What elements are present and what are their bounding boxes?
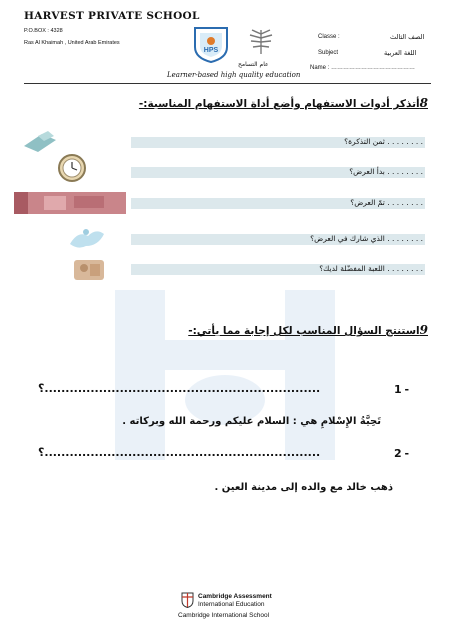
item-1-answer: تَحِيَّةُ الإِسْلامِ هي : السلام عليكم ورحمة الله وبركاته . — [122, 416, 381, 427]
cambridge-line-1: Cambridge Assessment — [198, 593, 272, 600]
item-2-answer: ذهب خالد مع والده إلى مدينة العين . — [214, 482, 393, 493]
school-name: HARVEST PRIVATE SCHOOL — [24, 10, 200, 22]
question-row-4-text: . . . . . . . . الذي شارك في العرض؟ — [310, 234, 423, 243]
clock-icon — [50, 152, 94, 184]
hps-logo — [192, 25, 230, 63]
name-field[interactable]: Name : …………………………………… — [310, 65, 416, 71]
section9-number: 9 — [419, 323, 428, 337]
section8-number: 8 — [419, 96, 428, 110]
subject-value: اللغة العربية — [384, 49, 417, 57]
question-row-3-text: . . . . . . . . تمّ العرض؟ — [350, 198, 423, 207]
question-row-2-text: . . . . . . . . بدأ العرض؟ — [349, 167, 423, 176]
tasamoh-text: عام التسامح — [238, 61, 269, 68]
section8-title — [139, 96, 428, 110]
header-divider — [24, 83, 431, 84]
answer-line-1[interactable]: ؟.................................................................. — [38, 382, 321, 395]
section9-title — [188, 323, 428, 337]
cambridge-shield-icon — [181, 592, 194, 608]
hps-watermark — [95, 280, 355, 470]
question-row-1-text: . . . . . . . . ثمن التذكرة؟ — [344, 137, 423, 146]
school-location: Ras Al Khaimah , United Arab Emirates — [24, 40, 120, 46]
ticket-icon — [18, 128, 62, 154]
cambridge-school: Cambridge International School — [178, 612, 270, 619]
stage-icon — [14, 190, 126, 216]
actor-icon — [64, 224, 108, 252]
item-2-number: 2 - — [394, 447, 409, 460]
puppet-icon — [66, 256, 110, 282]
question-row-5-text: . . . . . . . . اللعبة المفضّلة لديك؟ — [319, 264, 423, 273]
hps-logo-text: HPS — [203, 47, 219, 54]
subject-label: Subject — [318, 50, 339, 56]
class-value: الصف الثالث — [390, 33, 425, 41]
section9-title-text: استنتج السؤال المناسب لكل إجابة مما يأتي:- — [188, 325, 420, 337]
po-box: P.O.BOX : 4328 — [24, 28, 63, 34]
class-label: Classe : — [318, 34, 340, 40]
cambridge-line-2: International Education — [198, 601, 265, 608]
item-1-number: 1 - — [394, 383, 409, 396]
tasamoh-logo — [240, 26, 282, 60]
tagline: Learner-based high quality education — [167, 71, 301, 79]
section8-title-text: أتذكر أدوات الاستفهام وأضع أداة الاستفهام المناسبة:- — [138, 98, 420, 110]
answer-line-2[interactable]: ؟.................................................................. — [38, 446, 321, 459]
